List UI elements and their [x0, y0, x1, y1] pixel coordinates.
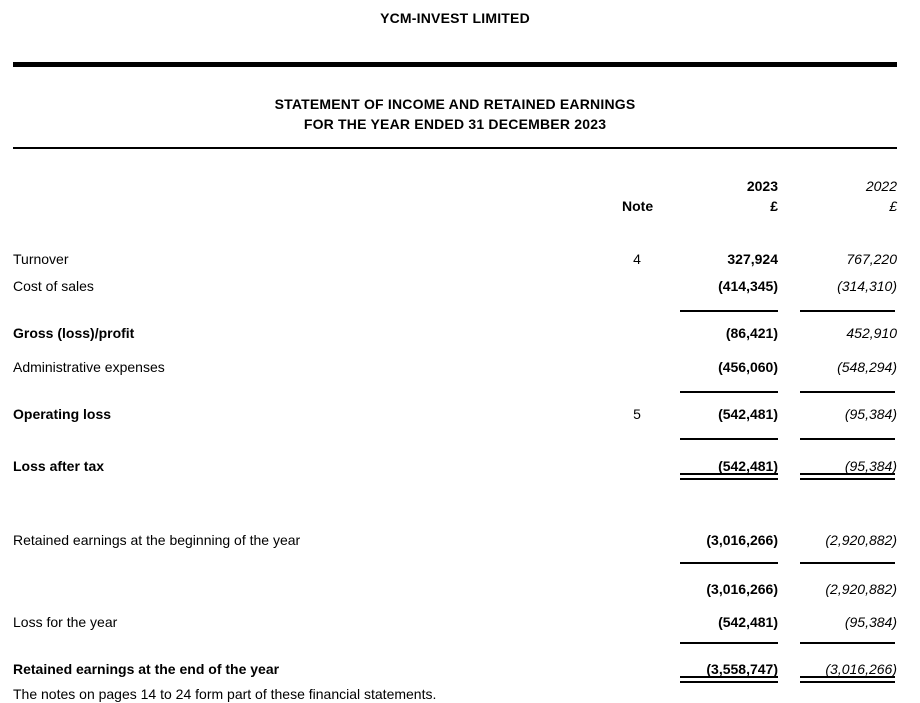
row-label: Retained earnings at the end of the year: [13, 661, 280, 677]
column-rule-2023: [680, 391, 778, 393]
header-divider: [13, 147, 897, 149]
column-rule-2023: [680, 310, 778, 312]
row-label: Gross (loss)/profit: [13, 325, 135, 341]
column-rule-2022: [800, 310, 895, 312]
column-header-2022: 2022: [865, 178, 897, 194]
value-2023: (3,558,747): [706, 661, 778, 677]
table-row-administrative-expenses: [13, 358, 897, 376]
statement-title: [13, 94, 897, 134]
row-label: Retained earnings at the beginning of the year: [13, 532, 301, 548]
subtotal-rule: [13, 438, 897, 440]
double-rule-2023: [680, 473, 778, 480]
value-2023: (3,016,266): [706, 532, 778, 548]
subtotal-rule: [13, 391, 897, 393]
double-rule-2023: [680, 676, 778, 683]
statement-title-line1: STATEMENT OF INCOME AND RETAINED EARNINGS: [274, 96, 636, 112]
row-label: Turnover: [13, 251, 69, 267]
value-2022: (95,384): [844, 458, 897, 474]
value-2023: (86,421): [725, 325, 778, 341]
table-row-operating-loss: [13, 405, 897, 423]
value-2022: (2,920,882): [825, 532, 897, 548]
value-2022: 767,220: [846, 251, 897, 267]
value-2023: (456,060): [718, 359, 778, 375]
value-2022: 452,910: [846, 325, 897, 341]
subtotal-rule: [13, 310, 897, 312]
column-header-2023: 2023: [746, 178, 778, 194]
table-row-cost-of-sales: [13, 277, 897, 295]
value-2022: (95,384): [844, 406, 897, 422]
row-label: Operating loss: [13, 406, 112, 422]
value-2023: (414,345): [718, 278, 778, 294]
column-rule-2023: [680, 562, 778, 564]
column-rule-2023: [680, 642, 778, 644]
row-label: Administrative expenses: [13, 359, 165, 375]
subtotal-rule: [13, 642, 897, 644]
value-2022: (95,384): [844, 614, 897, 630]
value-2023: (542,481): [718, 458, 778, 474]
column-rule-2022: [800, 642, 895, 644]
column-rule-2022: [800, 562, 895, 564]
value-2022: (3,016,266): [825, 661, 897, 677]
table-row-gross-loss-profit: [13, 324, 897, 342]
column-rule-2022: [800, 438, 895, 440]
double-rule-2022: [800, 473, 895, 480]
currency-symbol-2022: £: [889, 198, 897, 214]
company-name: YCM-INVEST LIMITED: [380, 10, 530, 26]
value-2023: (542,481): [718, 614, 778, 630]
column-header-units: [13, 197, 897, 215]
subtotal-rule: [13, 562, 897, 564]
currency-symbol-2023: £: [770, 198, 778, 214]
table-row-retained-earnings-subtotal: [13, 580, 897, 598]
footer-note: The notes on pages 14 to 24 form part of these financial statements.: [13, 686, 437, 702]
table-row-retained-earnings-beginning: [13, 531, 897, 549]
column-header-years: [13, 177, 897, 195]
statement-title-line2: FOR THE YEAR ENDED 31 DECEMBER 2023: [303, 116, 607, 132]
top-divider: [13, 62, 897, 67]
value-2023: 327,924: [727, 251, 778, 267]
column-rule-2023: [680, 438, 778, 440]
column-rule-2022: [800, 391, 895, 393]
row-label: Cost of sales: [13, 278, 94, 294]
row-label: Loss after tax: [13, 458, 105, 474]
value-2022: (314,310): [837, 278, 897, 294]
row-note: 5: [633, 406, 641, 422]
value-2022: (2,920,882): [825, 581, 897, 597]
row-note: 4: [633, 251, 641, 267]
table-row-turnover: [13, 250, 897, 268]
value-2023: (3,016,266): [706, 581, 778, 597]
table-row-loss-for-the-year: [13, 613, 897, 631]
row-label: Loss for the year: [13, 614, 118, 630]
value-2022: (548,294): [837, 359, 897, 375]
column-header-note: Note: [622, 198, 654, 214]
value-2023: (542,481): [718, 406, 778, 422]
double-rule-2022: [800, 676, 895, 683]
